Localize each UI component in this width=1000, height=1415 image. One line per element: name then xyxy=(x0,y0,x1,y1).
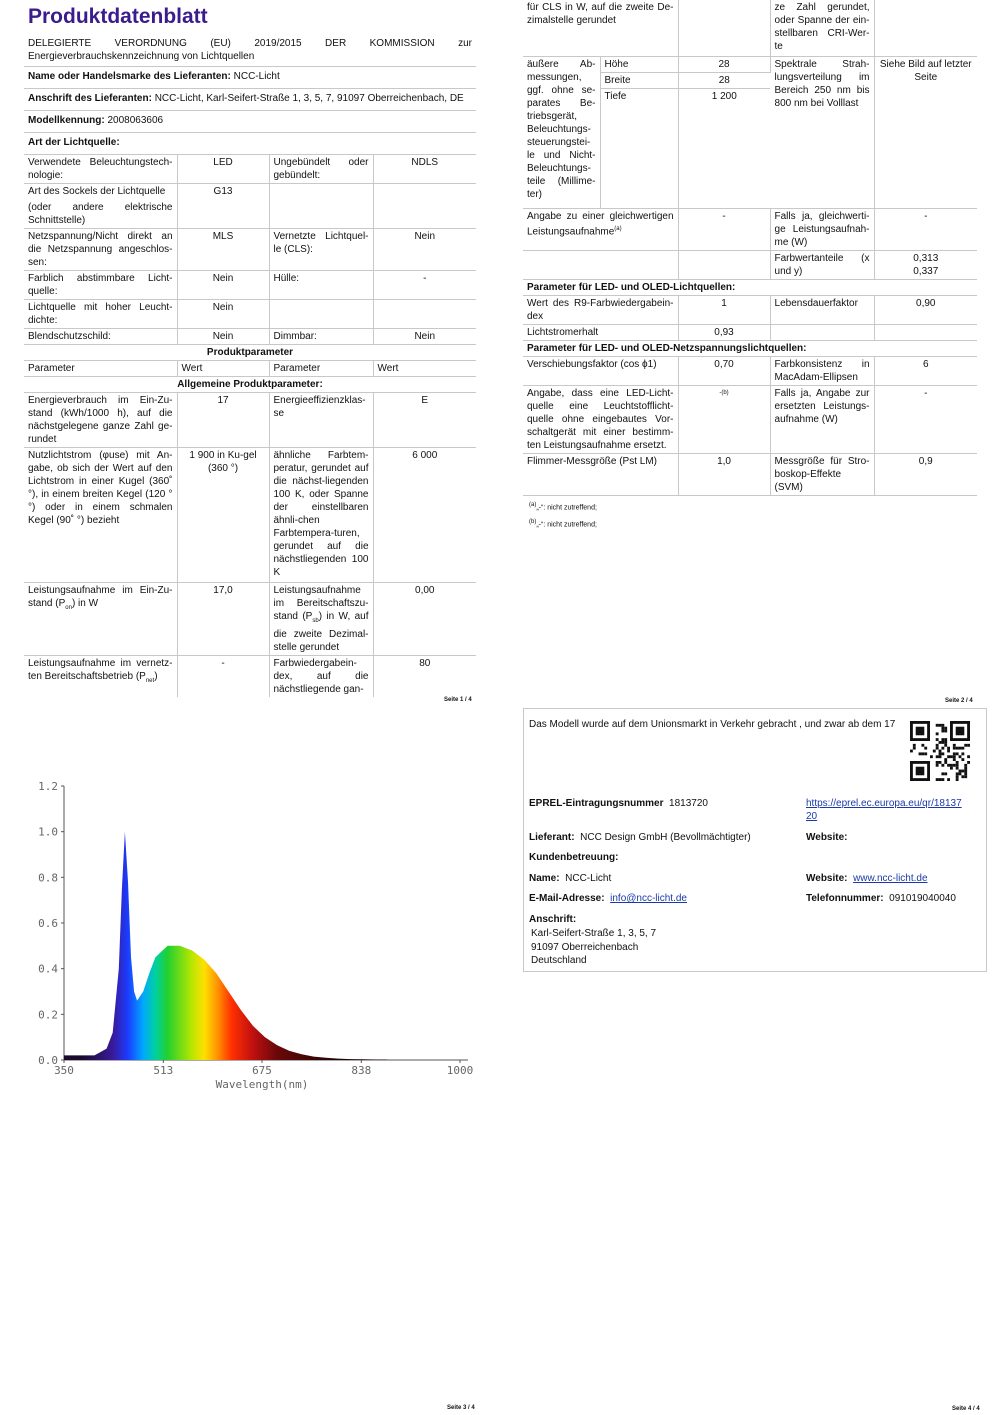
page-title: Produktdatenblatt xyxy=(28,5,208,28)
cell: Lichtstromerhalt xyxy=(523,324,678,340)
cell: Leistungsaufnahme im Ein-Zu-stand (P xyxy=(28,585,173,609)
product-params-heading: Produktparameter xyxy=(24,345,476,361)
cell: Vernetzte Lichtquel-le (CLS): xyxy=(269,229,373,271)
cell: Falls ja, gleichwerti-ge Leistungsaufnah-me (W) xyxy=(770,208,874,250)
sheet-table xyxy=(24,36,476,697)
cell-value: Nein xyxy=(373,229,476,271)
model-label: Modellkennung: xyxy=(28,115,105,126)
cell-value: Nein xyxy=(373,329,476,345)
cell: ) xyxy=(154,671,158,682)
email-link[interactable]: info@ncc-licht.de xyxy=(610,893,687,904)
cell: Nutzlichtstrom (φuse) mit An-gabe, ob sich der Wert auf den Lichtstrom in einer Kugel (360˚ °), in einem breiten Kegel (120 °°) oder in einem schmalen Kegel (90˚ °) bezieht xyxy=(24,448,177,583)
cell-value: 6 xyxy=(874,356,977,385)
cell: Energieverbrauch im Ein-Zu-stand (kWh/1000 h), auf die nächstgelegene ganze Zahl ge-rundet xyxy=(24,393,177,448)
cell-value: G13 xyxy=(177,184,269,229)
x-axis-label: Wavelength(nm) xyxy=(215,1078,309,1091)
cell-value: 0,337 xyxy=(913,265,939,277)
cell: Leistungsaufnahme im vernetz-ten Bereitschaftsbetrieb (P xyxy=(28,658,173,682)
page-number: Seite 2 / 4 xyxy=(945,698,973,704)
col-header: Parameter xyxy=(269,361,373,377)
spectrum-svg xyxy=(24,770,476,1095)
cell-value: 80 xyxy=(419,658,431,669)
cell: Farblich abstimmbare Licht-quelle: xyxy=(24,271,177,300)
cell: ze Zahl gerundet, oder Spanne der ein-stellbaren CRI-Wer-te xyxy=(770,0,874,56)
cell: ) in W xyxy=(71,598,99,609)
page-number: Seite 3 / 4 xyxy=(447,1405,475,1411)
model-id: 2008063606 xyxy=(107,115,164,126)
address-line: Deutschland xyxy=(531,955,587,966)
cell: Lichtquelle mit hoher Leucht-dichte: xyxy=(24,300,177,329)
cell: Art des Sockels der Lichtquelle xyxy=(28,186,166,197)
supplier-address-label: Anschrift des Lieferanten: xyxy=(28,93,152,104)
website-label: Website: xyxy=(806,832,848,843)
cell: Leistungsaufnahme im Bereitschaftszu-stand (P xyxy=(273,585,369,622)
cell: Breite xyxy=(600,72,678,88)
cell-value: - xyxy=(177,656,269,698)
col-header: Wert xyxy=(177,361,269,377)
page-number: Seite 1 / 4 xyxy=(444,697,472,703)
y-tick-label: 0.4 xyxy=(38,962,58,976)
cell-value: E xyxy=(373,393,476,448)
superscript: (b) xyxy=(529,518,537,525)
cell-value: 0,90 xyxy=(874,295,977,324)
cell: Verwendete Beleuchtungstech-nologie: xyxy=(24,155,177,184)
lightsource-type-label: Art der Lichtquelle: xyxy=(24,133,476,155)
page-1 xyxy=(24,0,476,697)
cell: Höhe xyxy=(600,56,678,72)
superscript: -(b) xyxy=(719,389,729,396)
page-2 xyxy=(523,0,977,532)
cell-value: 0,313 xyxy=(913,252,939,264)
cell-value: 6 000 xyxy=(373,448,476,583)
y-tick-label: 0.0 xyxy=(38,1054,58,1067)
cell: Farbkonsistenz in MacAdam-Ellipsen xyxy=(770,356,874,385)
cell: Wert des R9-Farbwiedergabein-dex xyxy=(523,295,678,324)
email-label: E-Mail-Adresse: xyxy=(529,893,605,904)
name-label: Name: xyxy=(529,873,560,884)
market-text: Das Modell wurde auf dem Unionsmarkt in Verkehr gebracht , und zwar ab dem 17 xyxy=(529,719,896,730)
footnote-text: „-“: nicht zutreffend; xyxy=(536,521,597,529)
cell-value: 0,93 xyxy=(678,324,770,340)
cell: Spektrale Strah-lungsverteilung im Bereich 250 nm bis 800 nm bei Volllast xyxy=(770,56,874,208)
cell-value: 28 xyxy=(678,72,770,88)
y-tick-label: 0.6 xyxy=(38,917,58,930)
page-4 xyxy=(523,708,987,972)
eprel-link[interactable]: https://eprel.ec.europa.eu/qr/1813720 xyxy=(806,798,962,822)
cell: Blendschutzschild: xyxy=(24,329,177,345)
col-header: Wert xyxy=(373,361,476,377)
service-label: Kundenbetreuung: xyxy=(529,852,619,863)
subscript: on xyxy=(65,605,72,611)
supplier-name-label: Name oder Handelsmarke des Lieferanten: xyxy=(28,71,231,82)
cell-value: Siehe Bild auf letzter Seite xyxy=(874,56,977,208)
cell: Hülle: xyxy=(269,271,373,300)
superscript: (a) xyxy=(614,225,622,232)
cell-value: 28 xyxy=(678,56,770,72)
cell-value: - xyxy=(874,208,977,250)
cell: Farbwertanteile (x und y) xyxy=(770,250,874,279)
supplier-address: NCC-Licht, Karl-Seifert-Straße 1, 3, 5, 7, 91097 Oberreichenbach, DE xyxy=(154,93,464,104)
cell-value: Nein xyxy=(177,271,269,300)
footnote-b xyxy=(523,515,977,532)
cell: Lebensdauerfaktor xyxy=(770,295,874,324)
y-tick-label: 0.2 xyxy=(38,1008,58,1022)
col-header: Parameter xyxy=(24,361,177,377)
footnote-text: „-“: nicht zutreffend; xyxy=(536,503,597,511)
supplier-value: NCC Design GmbH (Bevollmächtigter) xyxy=(580,832,751,843)
sheet-table-2 xyxy=(523,0,977,496)
subscript: net xyxy=(145,678,155,684)
cell-value: - xyxy=(373,271,476,300)
regulation-text: DELEGIERTE VERORDNUNG (EU) 2019/2015 DER KOMMISSION zur Energieverbrauchskennzeichnung von Lichtquellen xyxy=(24,36,476,67)
cell-value: 1,0 xyxy=(678,453,770,495)
x-tick-label: 350 xyxy=(54,1064,74,1077)
cell: Tiefe xyxy=(600,88,678,208)
cell-value: Nein xyxy=(177,300,269,329)
spectrum-area xyxy=(64,832,387,1060)
cell-value: Nein xyxy=(177,329,269,345)
cell-value: 0,00 xyxy=(373,583,476,656)
general-params-heading: Allgemeine Produktparameter: xyxy=(24,377,476,393)
phone-label: Telefonnummer: xyxy=(806,893,884,904)
supplier-label: Lieferant: xyxy=(529,832,575,843)
cell: Falls ja, Angabe zur ersetzten Leistungs-aufnahme (W) xyxy=(770,385,874,453)
x-tick-label: 838 xyxy=(351,1064,372,1077)
cell-value: 1 900 in Ku-gel (360 °) xyxy=(177,448,269,583)
footnote-a xyxy=(523,498,977,515)
address-line: 91097 Oberreichenbach xyxy=(531,941,639,953)
cell-value: 17,0 xyxy=(177,583,269,656)
cell-value: NDLS xyxy=(373,155,476,184)
cell: Verschiebungsfaktor (cos ϕ1) xyxy=(523,356,678,385)
x-tick-label: 675 xyxy=(252,1064,272,1077)
cell: Angabe, dass eine LED-Licht-quelle eine Leuchtstofflicht-quelle ohne eingebautes Vor-schaltgerät mit einer bestimm-ten Leistungsaufnahme ersetzt. xyxy=(523,385,678,453)
name-value: NCC-Licht xyxy=(565,873,612,884)
x-tick-label: 1000 xyxy=(446,1064,474,1077)
cell-value: - xyxy=(874,385,977,453)
cell: Angabe zu einer gleichwertigen Leistungsaufnahme xyxy=(527,210,674,237)
led-params-heading: Parameter für LED- und OLED-Lichtquellen: xyxy=(523,279,977,295)
supplier-name: NCC-Licht xyxy=(233,71,280,82)
website-link[interactable]: www.ncc-licht.de xyxy=(853,873,928,884)
cell: Energieeffizienzklas-se xyxy=(269,393,373,448)
cell: Dimmbar: xyxy=(269,329,373,345)
spectrum-chart xyxy=(24,770,476,1095)
cell: (oder andere elektrische Schnittstelle) xyxy=(28,202,173,226)
cell: Netzspannung/Nicht direkt an die Netzspannung angeschlos-sen: xyxy=(24,229,177,271)
cell-value: MLS xyxy=(177,229,269,271)
website-label: Website: xyxy=(806,873,848,884)
eprel-label: EPREL-Eintragungsnummer xyxy=(529,798,664,809)
phone-value: 091019040040 xyxy=(889,893,956,904)
cell: Ungebündelt oder gebündelt: xyxy=(269,155,373,184)
subscript: sb xyxy=(312,618,319,624)
cell: Messgröße für Stro-boskop-Effekte (SVM) xyxy=(770,453,874,495)
address-label: Anschrift: xyxy=(529,914,577,925)
address-line: Karl-Seifert-Straße 1, 3, 5, 7 xyxy=(531,928,657,939)
cell-value: 1 xyxy=(678,295,770,324)
cell-value: 17 xyxy=(177,393,269,448)
cell-value: LED xyxy=(177,155,269,184)
cell: äußere Ab-messungen, ggf. ohne se-parates Be-triebsgerät, Beleuchtungs-steuerungstei-le und Nicht-Beleuchtungs-teile (Millime-ter) xyxy=(523,56,600,208)
cell: Flimmer-Messgröße (Pst LM) xyxy=(523,453,678,495)
mains-params-heading: Parameter für LED- und OLED-Netzspannungslichtquellen: xyxy=(523,340,977,356)
y-tick-label: 1.2 xyxy=(38,780,58,793)
x-tick-label: 513 xyxy=(153,1064,174,1077)
cell-value: 0,70 xyxy=(678,356,770,385)
cell: für CLS in W, auf die zweite De-zimalstelle gerundet xyxy=(523,0,678,56)
cell: ähnliche Farbtem-peratur, gerundet auf die nächst-liegenden 100 K, oder Spanne der einstellbaren ähnli-chen Farbtempera-turen, gerundet auf die nächstliegenden 100 K xyxy=(269,448,373,583)
cell: ) in W, auf die zweite Dezimal-stelle gerundet xyxy=(273,611,369,653)
y-tick-label: 1.0 xyxy=(38,825,58,839)
y-tick-label: 0.8 xyxy=(38,871,58,885)
cell-value: - xyxy=(678,208,770,250)
page-number: Seite 4 / 4 xyxy=(952,1406,980,1412)
cell: Farbwiedergabein-dex, auf die nächstliegende gan- xyxy=(269,656,373,698)
eprel-number: 1813720 xyxy=(669,798,708,809)
superscript: (a) xyxy=(529,501,537,508)
cell-value: 0,9 xyxy=(874,453,977,495)
cell-value: 1 200 xyxy=(678,88,770,208)
qr-code xyxy=(910,721,970,781)
